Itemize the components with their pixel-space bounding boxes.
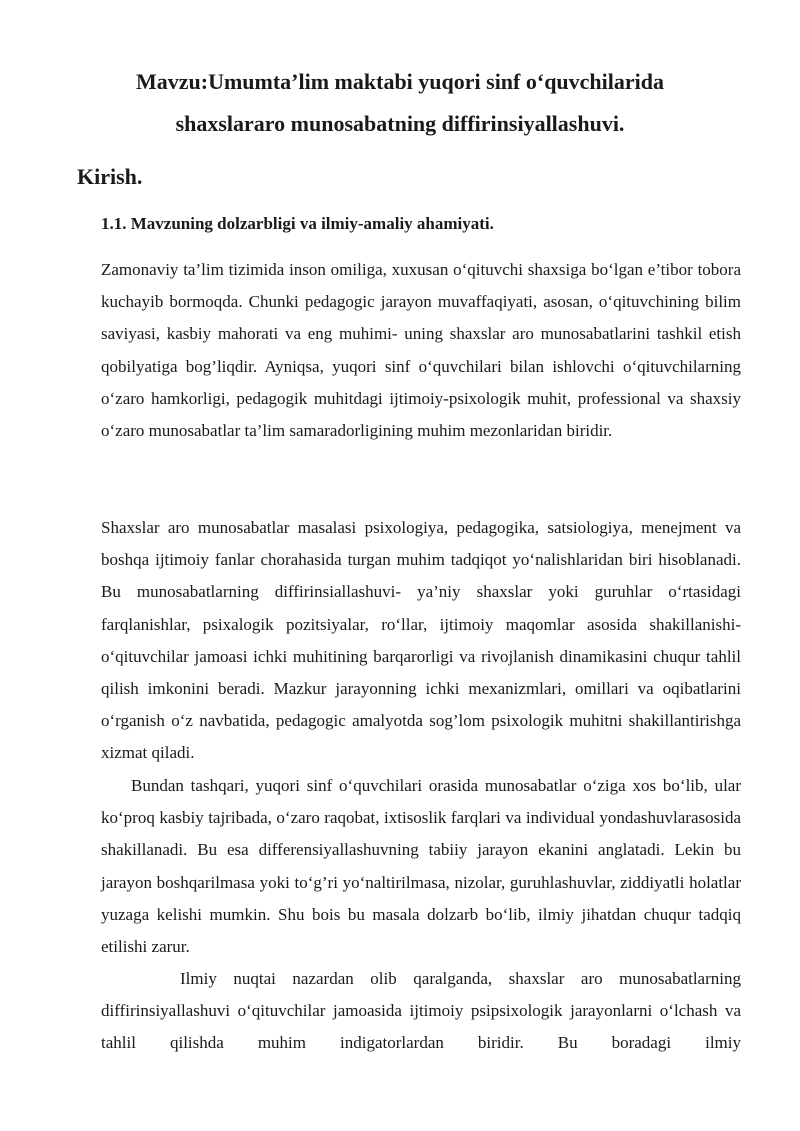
paragraph-3: Bundan tashqari, yuqori sinf o‘quvchilari orasida munosabatlar o‘ziga xos bo‘lib, ular ko‘proq kasbiy tajribada, o‘zaro raqobat, ixtisoslik farqlari va individual yondashuvlarasosida shakillanadi. Bu esa differensiyallashuvning tabiiy jarayon ekanini anglatadi. Lekin bu jarayon boshqarilmasa yoki to‘g’ri yo‘naltirilmasa, nizolar, guruhlashuvlar, ziddiyatli holatlar yuzaga kelishi mumkin. Shu bois bu masala dolzarb bo‘lib, ilmiy jihatdan chuqur tadqiq etilishi zarur.: [101, 776, 741, 957]
paragraph-1: Zamonaviy ta’lim tizimida inson omiliga, xuxusan o‘qituvchi shaxsiga bo‘lgan e’tibor tobora kuchayib bormoqda. Chunki pedagogic jarayon muvaffaqiyati, asosan, o‘qituvchining bilim saviyasi, kasbiy mahorati va eng muhimi- uning shaxslar aro munosabatlarini tashkil etish qobilyatiga bog’liqdir. Ayniqsa, yuqori sinf o‘quvchilari bilan ishlovchi o‘qituvchilarning o‘zaro hamkorligi, pedagogik muhitdagi ijtimoiy-psixologik muhit, professional va shaxsiy o‘zaro munosabatlar ta’lim samaradorligining muhim mezonlaridan biridir.: [101, 260, 741, 441]
paragraph-2: Shaxslar aro munosabatlar masalasi psixologiya, pedagogika, satsiologiya, menejment va boshqa ijtimoiy fanlar chorahasida turgan muhim tadqiqot yo‘nalishlaridan biri hisoblanadi. Bu munosabatlarning diffirinsiallashuvi- ya’niy shaxslar yoki guruhlar o‘rtasidagi farqlanishlar, psixalogik pozitsiyalar, ro‘llar, ijtimoiy maqomlar asosida shakillanishi- o‘qituvchilar jamoasi ichki muhitining barqarorligi va rivojlanish dinamikasini chuqur tahlil qilish imkonini beradi. Mazkur jarayonning ichki mexanizmlari, omillari va oqibatlarini o‘rganish o‘z navbatida, pedagogic amalyotda sog’lom psixologik muhitni shakillantirishga xizmat qiladi.: [101, 518, 741, 763]
paragraph-4: Ilmiy nuqtai nazardan olib qaralganda, shaxslar aro munosabatlarning diffirinsiyallashuvi o‘qituvchilar jamoasida ijtimoiy psipsixologik jarayonlarni o‘lchash va tahlil qilishda muhim indigatorlardan biridir. Bu boradagi ilmiy: [101, 969, 741, 1053]
document-title-line-1: Mavzu:Umumta’lim maktabi yuqori sinf o‘quvchilarida: [135, 69, 665, 94]
subsection-heading: 1.1. Mavzuning dolzarbligi va ilmiy-amaliy ahamiyati.: [101, 214, 494, 233]
section-heading: Kirish.: [77, 164, 143, 189]
document-title-line-2: shaxslararo munosabatning diffirinsiyallashuvi.: [175, 111, 625, 136]
